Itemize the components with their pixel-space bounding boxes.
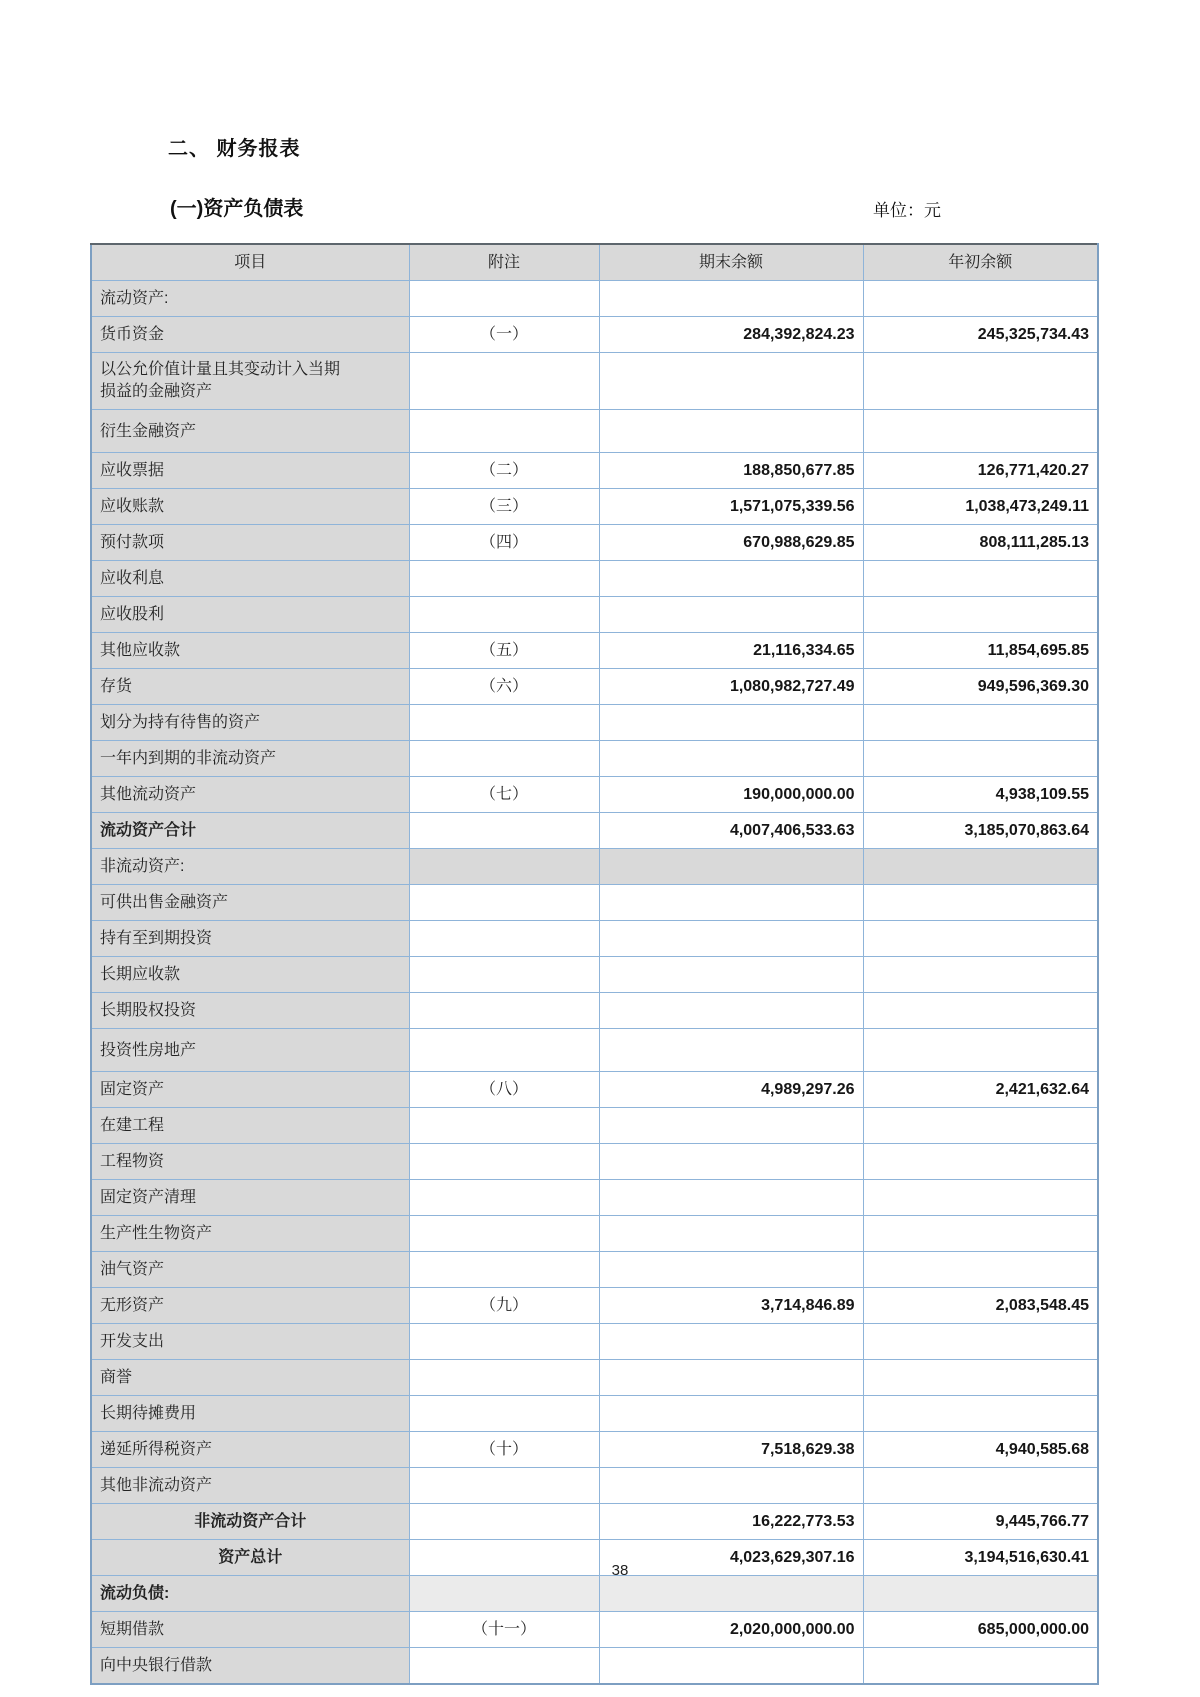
item-cell: 划分为持有待售的资产	[91, 705, 409, 741]
column-header-ending: 期末余额	[599, 244, 863, 281]
note-cell	[409, 813, 599, 849]
beginning-balance-cell	[863, 705, 1098, 741]
ending-balance-cell	[599, 281, 863, 317]
balance-sheet-title: (一)资产负债表	[170, 198, 304, 220]
ending-balance-cell	[599, 849, 863, 885]
column-header-note: 附注	[409, 244, 599, 281]
table-row	[91, 777, 1098, 813]
beginning-balance-cell	[863, 281, 1098, 317]
note-cell	[409, 1360, 599, 1396]
section-title: 二、 财务报表	[168, 138, 301, 160]
note-cell: （七）	[409, 777, 599, 813]
item-cell: 开发支出	[91, 1324, 409, 1360]
page-number: 38	[611, 1562, 629, 1579]
ending-balance-cell	[599, 741, 863, 777]
balance-sheet-table	[90, 243, 1099, 1685]
beginning-balance-cell: 949,596,369.30	[863, 669, 1098, 705]
note-cell	[409, 705, 599, 741]
ending-balance-cell	[599, 1576, 863, 1612]
table-row	[91, 1576, 1098, 1612]
ending-balance-cell: 3,714,846.89	[599, 1288, 863, 1324]
beginning-balance-cell: 2,421,632.64	[863, 1072, 1098, 1108]
ending-balance-cell	[599, 410, 863, 453]
ending-balance-cell	[599, 921, 863, 957]
beginning-balance-cell	[863, 1252, 1098, 1288]
item-cell: 应收账款	[91, 489, 409, 525]
item-cell: 商誉	[91, 1360, 409, 1396]
note-cell: （十）	[409, 1432, 599, 1468]
item-cell: 预付款项	[91, 525, 409, 561]
beginning-balance-cell: 3,185,070,863.64	[863, 813, 1098, 849]
beginning-balance-cell	[863, 1324, 1098, 1360]
ending-balance-cell: 21,116,334.65	[599, 633, 863, 669]
ending-balance-cell	[599, 705, 863, 741]
beginning-balance-cell	[863, 1468, 1098, 1504]
note-cell: （三）	[409, 489, 599, 525]
table-row	[91, 669, 1098, 705]
beginning-balance-cell	[863, 1108, 1098, 1144]
table-body	[91, 281, 1098, 1685]
table-row	[91, 410, 1098, 453]
note-cell	[409, 993, 599, 1029]
item-cell: 生产性生物资产	[91, 1216, 409, 1252]
beginning-balance-cell	[863, 741, 1098, 777]
ending-balance-cell: 4,007,406,533.63	[599, 813, 863, 849]
beginning-balance-cell: 126,771,420.27	[863, 453, 1098, 489]
item-cell: 长期股权投资	[91, 993, 409, 1029]
ending-balance-cell	[599, 957, 863, 993]
ending-balance-cell: 4,989,297.26	[599, 1072, 863, 1108]
table-row	[91, 1288, 1098, 1324]
ending-balance-cell	[599, 1252, 863, 1288]
item-cell: 其他非流动资产	[91, 1468, 409, 1504]
table-row	[91, 1108, 1098, 1144]
item-cell: 流动资产合计	[91, 813, 409, 849]
table-row	[91, 633, 1098, 669]
item-cell: 其他流动资产	[91, 777, 409, 813]
column-header-item: 项目	[91, 244, 409, 281]
beginning-balance-cell	[863, 1576, 1098, 1612]
ending-balance-cell	[599, 353, 863, 410]
item-cell: 无形资产	[91, 1288, 409, 1324]
ending-balance-cell: 188,850,677.85	[599, 453, 863, 489]
beginning-balance-cell	[863, 410, 1098, 453]
table-row	[91, 489, 1098, 525]
note-cell	[409, 1324, 599, 1360]
table-row	[91, 849, 1098, 885]
beginning-balance-cell	[863, 597, 1098, 633]
note-cell: （十一）	[409, 1612, 599, 1648]
beginning-balance-cell	[863, 1180, 1098, 1216]
note-cell	[409, 1576, 599, 1612]
beginning-balance-cell: 4,938,109.55	[863, 777, 1098, 813]
ending-balance-cell: 16,222,773.53	[599, 1504, 863, 1540]
item-cell: 投资性房地产	[91, 1029, 409, 1072]
item-cell: 应收利息	[91, 561, 409, 597]
table-row	[91, 1216, 1098, 1252]
ending-balance-cell: 284,392,824.23	[599, 317, 863, 353]
table-row	[91, 921, 1098, 957]
beginning-balance-cell: 9,445,766.77	[863, 1504, 1098, 1540]
item-cell: 存货	[91, 669, 409, 705]
table-row	[91, 1360, 1098, 1396]
table-row	[91, 561, 1098, 597]
beginning-balance-cell	[863, 1144, 1098, 1180]
beginning-balance-cell	[863, 849, 1098, 885]
note-cell	[409, 1144, 599, 1180]
item-cell: 固定资产	[91, 1072, 409, 1108]
item-cell: 衍生金融资产	[91, 410, 409, 453]
ending-balance-cell: 7,518,629.38	[599, 1432, 863, 1468]
ending-balance-cell	[599, 1029, 863, 1072]
note-cell: （六）	[409, 669, 599, 705]
beginning-balance-cell: 11,854,695.85	[863, 633, 1098, 669]
table-row	[91, 813, 1098, 849]
beginning-balance-cell: 1,038,473,249.11	[863, 489, 1098, 525]
table-row	[91, 317, 1098, 353]
table-row	[91, 525, 1098, 561]
item-cell: 工程物资	[91, 1144, 409, 1180]
beginning-balance-cell	[863, 1396, 1098, 1432]
table-row	[91, 1432, 1098, 1468]
note-cell	[409, 561, 599, 597]
beginning-balance-cell: 685,000,000.00	[863, 1612, 1098, 1648]
note-cell	[409, 1252, 599, 1288]
ending-balance-cell	[599, 1144, 863, 1180]
beginning-balance-cell	[863, 993, 1098, 1029]
item-cell: 油气资产	[91, 1252, 409, 1288]
note-cell	[409, 1180, 599, 1216]
item-cell: 流动资产:	[91, 281, 409, 317]
item-cell: 应收股利	[91, 597, 409, 633]
note-cell	[409, 410, 599, 453]
note-cell	[409, 921, 599, 957]
table-row	[91, 1396, 1098, 1432]
table-row	[91, 1029, 1098, 1072]
table-row	[91, 957, 1098, 993]
item-cell: 非流动资产:	[91, 849, 409, 885]
ending-balance-cell	[599, 993, 863, 1029]
table-row	[91, 1612, 1098, 1648]
note-cell	[409, 1504, 599, 1540]
ending-balance-cell: 1,571,075,339.56	[599, 489, 863, 525]
item-cell: 在建工程	[91, 1108, 409, 1144]
table-header-row	[91, 244, 1098, 281]
item-cell: 递延所得税资产	[91, 1432, 409, 1468]
item-cell: 以公允价值计量且其变动计入当期损益的金融资产	[91, 353, 409, 410]
beginning-balance-cell	[863, 1216, 1098, 1252]
item-cell: 长期待摊费用	[91, 1396, 409, 1432]
table-row	[91, 1144, 1098, 1180]
ending-balance-cell	[599, 561, 863, 597]
table-row	[91, 353, 1098, 410]
note-cell: （二）	[409, 453, 599, 489]
table-row	[91, 1252, 1098, 1288]
beginning-balance-cell	[863, 957, 1098, 993]
table-row	[91, 597, 1098, 633]
item-cell: 货币资金	[91, 317, 409, 353]
note-cell	[409, 1396, 599, 1432]
note-cell	[409, 1468, 599, 1504]
note-cell	[409, 1029, 599, 1072]
note-cell	[409, 353, 599, 410]
beginning-balance-cell: 808,111,285.13	[863, 525, 1098, 561]
ending-balance-cell: 2,020,000,000.00	[599, 1612, 863, 1648]
note-cell	[409, 1216, 599, 1252]
item-cell: 流动负债:	[91, 1576, 409, 1612]
table-row	[91, 741, 1098, 777]
beginning-balance-cell	[863, 353, 1098, 410]
table-row	[91, 1072, 1098, 1108]
table-row	[91, 993, 1098, 1029]
ending-balance-cell	[599, 1360, 863, 1396]
beginning-balance-cell	[863, 921, 1098, 957]
table-row	[91, 1324, 1098, 1360]
item-cell: 应收票据	[91, 453, 409, 489]
beginning-balance-cell	[863, 1648, 1098, 1685]
beginning-balance-cell	[863, 1360, 1098, 1396]
item-cell: 向中央银行借款	[91, 1648, 409, 1685]
note-cell: （八）	[409, 1072, 599, 1108]
ending-balance-cell	[599, 885, 863, 921]
note-cell: （九）	[409, 1288, 599, 1324]
item-cell: 可供出售金融资产	[91, 885, 409, 921]
ending-balance-cell: 190,000,000.00	[599, 777, 863, 813]
item-cell: 资产总计	[91, 1540, 409, 1576]
item-cell: 固定资产清理	[91, 1180, 409, 1216]
ending-balance-cell	[599, 1216, 863, 1252]
unit-label: 单位：元	[873, 201, 941, 220]
table-row	[91, 705, 1098, 741]
beginning-balance-cell: 3,194,516,630.41	[863, 1540, 1098, 1576]
table-row	[91, 1504, 1098, 1540]
item-cell: 其他应收款	[91, 633, 409, 669]
beginning-balance-cell	[863, 885, 1098, 921]
note-cell	[409, 885, 599, 921]
beginning-balance-cell: 2,083,548.45	[863, 1288, 1098, 1324]
table-row	[91, 885, 1098, 921]
table-row	[91, 1648, 1098, 1685]
ending-balance-cell	[599, 1468, 863, 1504]
ending-balance-cell: 1,080,982,727.49	[599, 669, 863, 705]
note-cell	[409, 281, 599, 317]
beginning-balance-cell	[863, 561, 1098, 597]
note-cell	[409, 1648, 599, 1685]
note-cell: （一）	[409, 317, 599, 353]
item-cell: 长期应收款	[91, 957, 409, 993]
table-row	[91, 281, 1098, 317]
ending-balance-cell	[599, 1324, 863, 1360]
column-header-beginning: 年初余额	[863, 244, 1098, 281]
item-cell: 非流动资产合计	[91, 1504, 409, 1540]
beginning-balance-cell	[863, 1029, 1098, 1072]
ending-balance-cell	[599, 597, 863, 633]
ending-balance-cell: 670,988,629.85	[599, 525, 863, 561]
item-cell: 短期借款	[91, 1612, 409, 1648]
note-cell: （五）	[409, 633, 599, 669]
note-cell	[409, 1108, 599, 1144]
ending-balance-cell: 4,023,629,307.16	[599, 1540, 863, 1576]
table-row	[91, 453, 1098, 489]
note-cell: （四）	[409, 525, 599, 561]
beginning-balance-cell: 4,940,585.68	[863, 1432, 1098, 1468]
note-cell	[409, 957, 599, 993]
item-cell: 一年内到期的非流动资产	[91, 741, 409, 777]
table-row	[91, 1180, 1098, 1216]
beginning-balance-cell: 245,325,734.43	[863, 317, 1098, 353]
ending-balance-cell	[599, 1648, 863, 1685]
ending-balance-cell	[599, 1108, 863, 1144]
table-row	[91, 1468, 1098, 1504]
note-cell	[409, 741, 599, 777]
ending-balance-cell	[599, 1180, 863, 1216]
item-cell: 持有至到期投资	[91, 921, 409, 957]
note-cell	[409, 597, 599, 633]
note-cell	[409, 849, 599, 885]
ending-balance-cell	[599, 1396, 863, 1432]
